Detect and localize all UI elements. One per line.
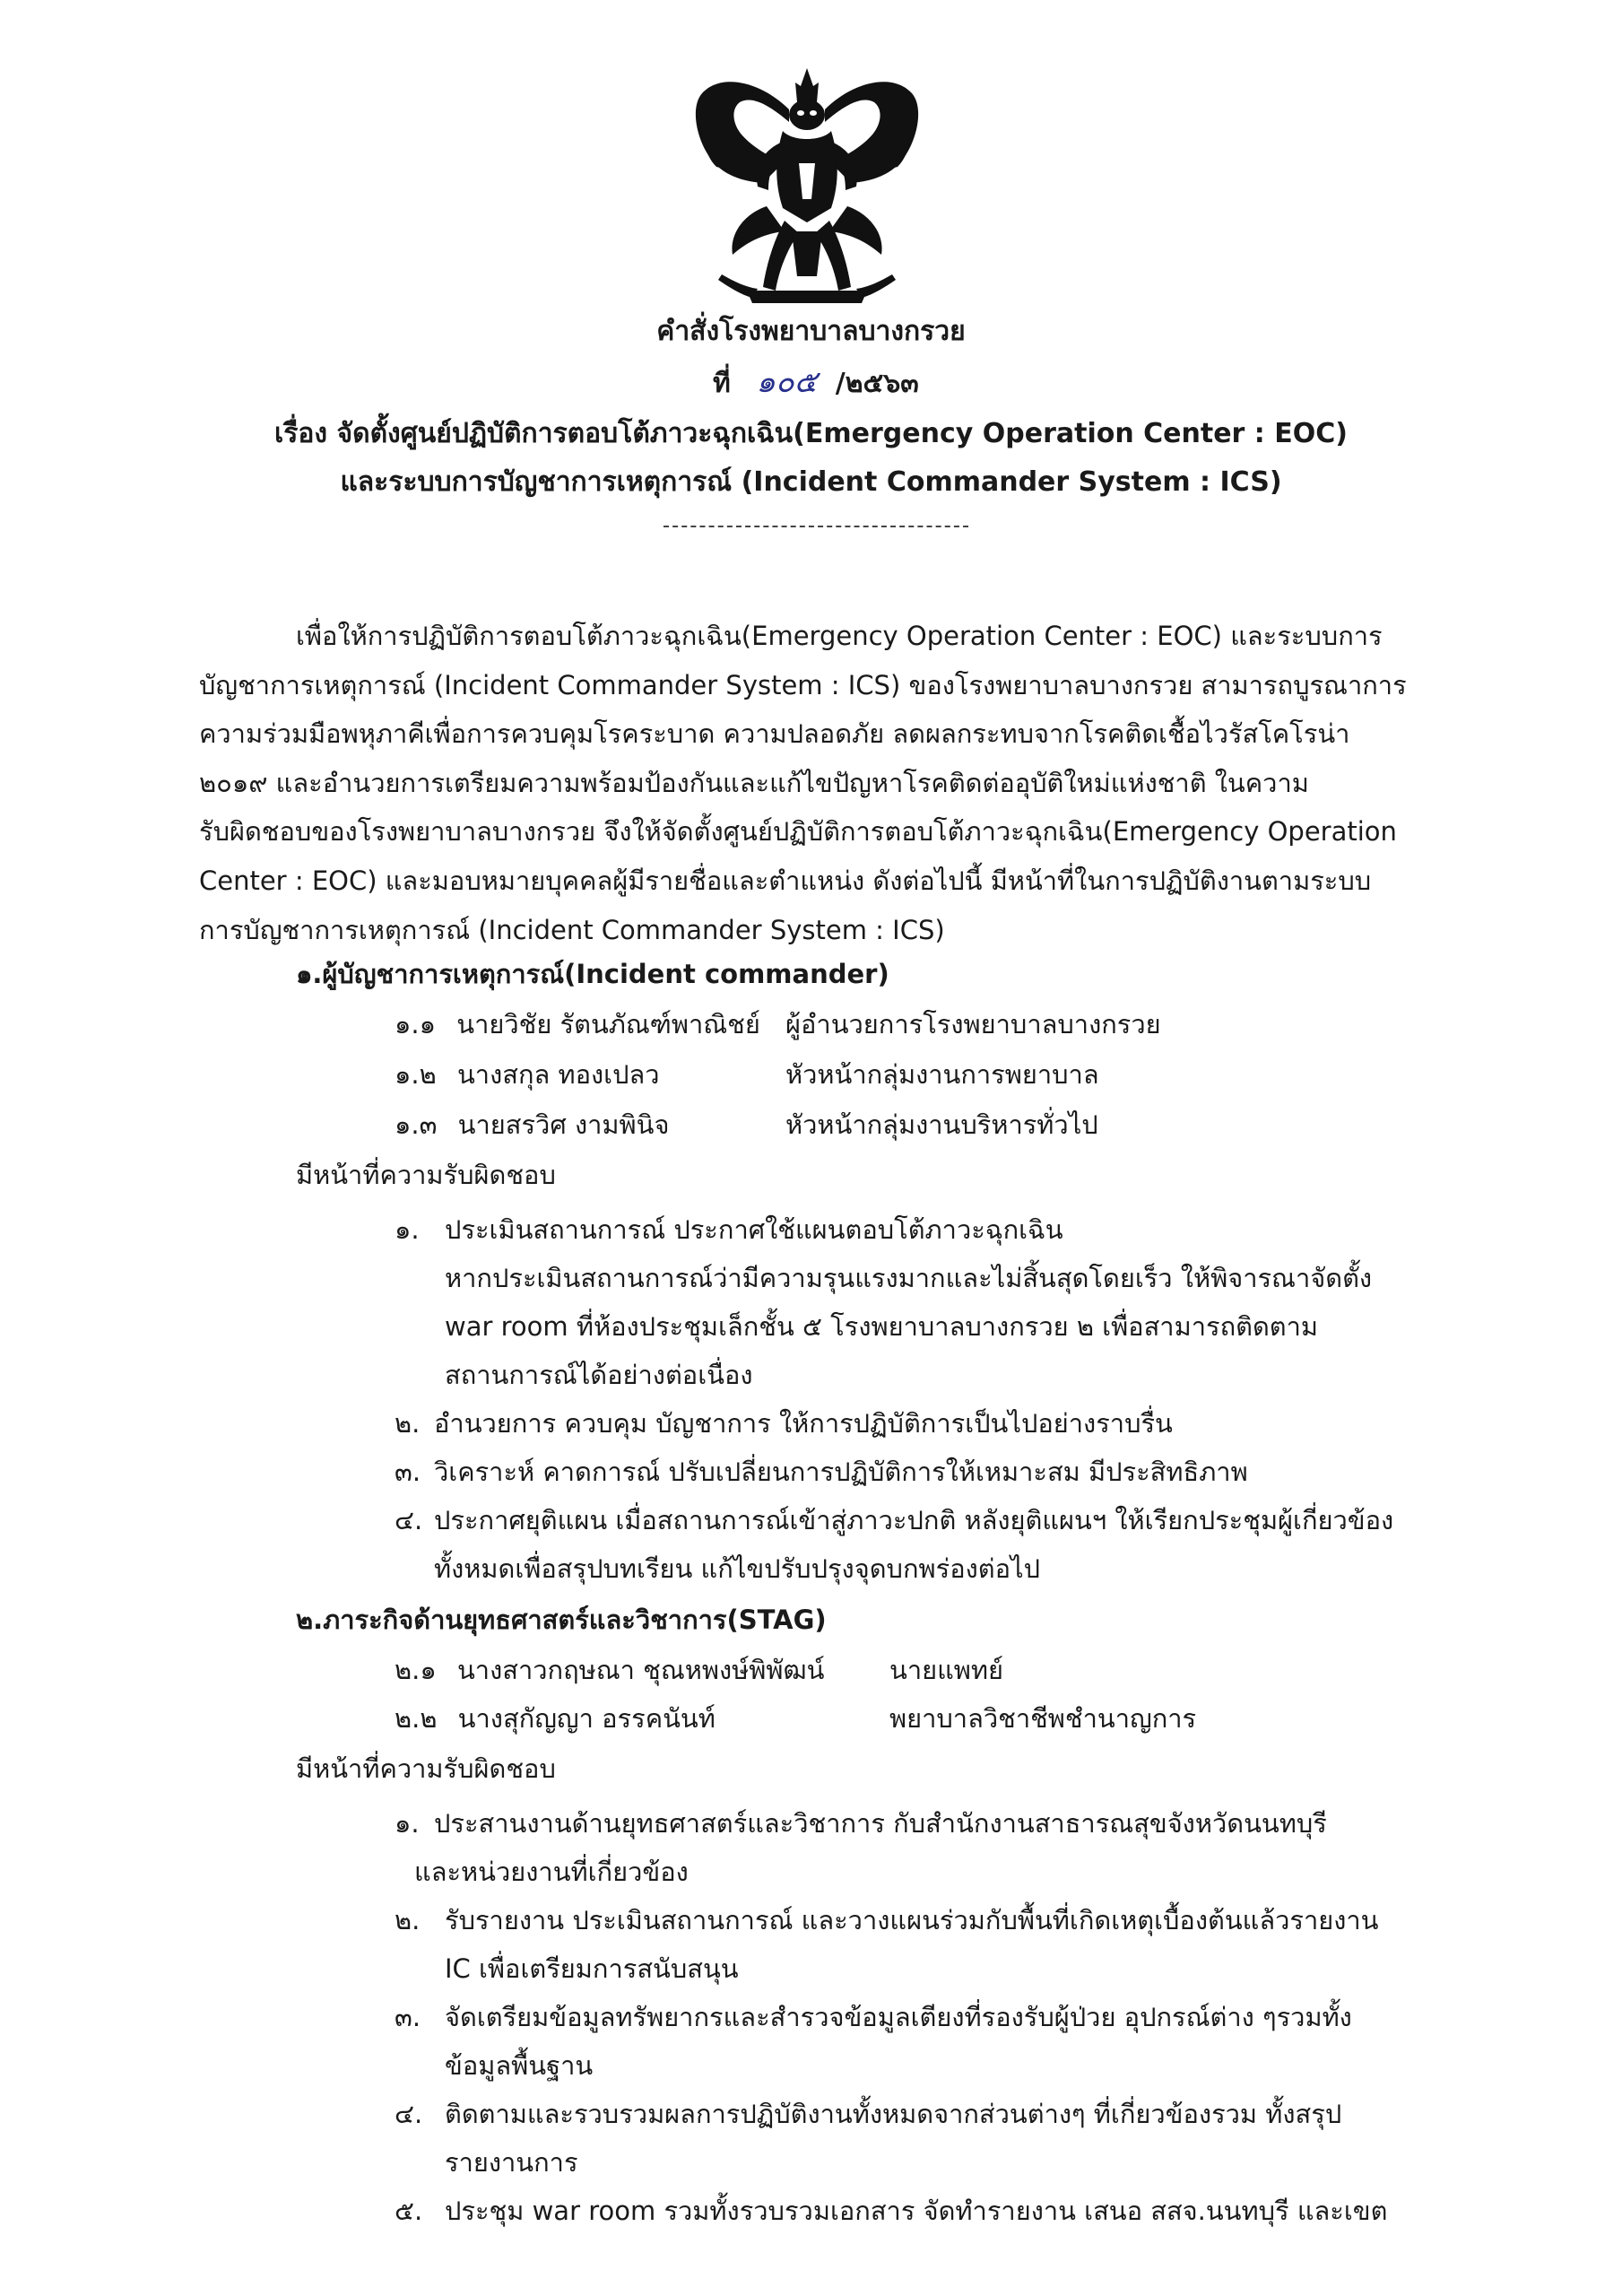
member-position: นายแพทย์ [889,1655,1004,1685]
duty-line: จัดเตรียมข้อมูลทรัพยากรและสำรวจข้อมูลเตียงที่รองรับผู้ป่วย อุปกรณ์ต่าง ๆรวมทั้ง [445,2002,1352,2032]
member-position: ผู้อำนวยการโรงพยาบาลบางกรวย [785,1009,1161,1039]
header-divider [664,526,968,527]
duty-item [395,2090,1444,2187]
duty-no: ๓. [395,1457,421,1487]
duty-line: war room ที่ห้องประชุมเล็กชั้น ๕ โรงพยาบาลบางกรวย ๒ เพื่อสามารถติดตาม [445,1311,1319,1342]
member-row [395,1654,1004,1686]
subject-line-1: เรื่อง จัดตั้งศูนย์ปฏิบัติการตอบโต้ภาวะฉุกเฉิน(Emergency Operation Center : EOC) [274,418,1348,449]
duty-no: ๑. [395,1214,420,1245]
duty-line: วิเคราะห์ คาดการณ์ ปรับเปลี่ยนการปฏิบัติการให้เหมาะสม มีประสิทธิภาพ [434,1457,1248,1487]
duty-line: และหน่วยงานที่เกี่ยวข้อง [414,1857,689,1887]
duty-no: ๔. [395,2099,423,2129]
duty-item [395,1496,1444,1593]
duty-line: ประสานงานด้านยุทธศาสตร์และวิชาการ กับสำนักงานสาธารณสุขจังหวัดนนทบุรี [434,1808,1327,1839]
order-number-handwritten: ๑๐๕ [756,364,818,400]
duty-no: ๔. [395,1505,423,1535]
duty-no: ๒. [395,1408,421,1439]
intro-line: รับผิดชอบของโรงพยาบาลบางกรวย จึงให้จัดตั้งศูนย์ปฏิบัติการตอบโต้ภาวะฉุกเฉิน(Emergency Operation [199,816,1397,848]
member-name: นายวิชัย รัตนภัณฑ์พาณิชย์ [456,1009,760,1039]
duty-line: อำนวยการ ควบคุม บัญชาการ ให้การปฏิบัติการเป็นไปอย่างราบรื่น [434,1408,1173,1439]
intro-paragraph [199,612,1447,954]
member-name: นางสาวกฤษณา ชุณหพงษ์พิพัฒน์ [456,1655,825,1685]
duty-line: รับรายงาน ประเมินสถานการณ์ และวางแผนร่วมกับพื้นที่เกิดเหตุเบื้องต้นแล้วรายงาน [445,1905,1379,1935]
duty-line: ทั้งหมดเพื่อสรุปบทเรียน แก้ไขปรับปรุงจุดบกพร่องต่อไป [434,1553,1041,1584]
duty-line: ประชุม war room รวมทั้งรวบรวมเอกสาร จัดทำรายงาน เสนอ สสจ.นนทบุรี และเขต [445,2196,1388,2226]
intro-line: บัญชาการเหตุการณ์ (Incident Commander System : ICS) ของโรงพยาบาลบางกรวย สามารถบูรณาการ [199,669,1407,700]
member-row [395,1702,1197,1735]
member-position: หัวหน้ากลุ่มงานการพยาบาล [785,1059,1099,1090]
member-no: ๒.๒ [395,1703,438,1734]
duty-line: ติดตามและรวบรวมผลการปฏิบัติงานทั้งหมดจากส่วนต่างๆ ที่เกี่ยวข้องรวม ทั้งสรุป [445,2099,1342,2129]
member-no: ๒.๑ [395,1655,437,1685]
intro-line: ความร่วมมือพหุภาคีเพื่อการควบคุมโรคระบาด ความปลอดภัย ลดผลกระทบจากโรคติดเชื้อไวรัสโคโรน่า [199,718,1350,750]
subject-line-2: และระบบการบัญชาการเหตุการณ์ (Incident Commander System : ICS) [340,466,1282,498]
duties-label: มีหน้าที่ความรับผิดชอบ [296,1160,556,1190]
member-row [395,1008,1161,1040]
section-2-title: ๒.ภาระกิจด้านยุทธศาสตร์และวิชาการ(STAG) [296,1605,827,1635]
duty-item [395,1399,1444,1448]
garuda-emblem-icon [677,56,937,316]
duty-item [395,1205,1444,1399]
order-number [713,357,919,405]
intro-line: Center : EOC) และมอบหมายบุคคลผู้มีรายชื่อและตำแหน่ง ดังต่อไปนี้ มีหน้าที่ในการปฏิบัติงานตามระบบ [199,865,1372,896]
duty-item [395,1799,1444,1896]
member-position: หัวหน้ากลุ่มงานบริหารทั่วไป [785,1109,1098,1140]
order-number-prefix: ที่ [713,368,731,399]
member-row [395,1058,1099,1091]
section-1-title: ๑.ผู้บัญชาการเหตุการณ์(Incident commander) [296,959,889,989]
duty-line: IC เพื่อเตรียมการสนับสนุน [445,1953,739,1984]
member-row [395,1109,1098,1141]
member-position: พยาบาลวิชาชีพชำนาญการ [889,1703,1197,1734]
member-name: นางสกุล ทองเปลว [456,1059,660,1090]
member-no: ๑.๑ [395,1009,437,1039]
duty-line: หากประเมินสถานการณ์ว่ามีความรุนแรงมากและไม่สิ้นสุดโดยเร็ว ให้พิจารณาจัดตั้ง [445,1263,1373,1293]
member-no: ๑.๒ [395,1059,437,1090]
duty-item [395,1993,1444,2090]
duty-line: ประเมินสถานการณ์ ประกาศใช้แผนตอบโต้ภาวะฉุกเฉิน [445,1214,1063,1245]
intro-line: การบัญชาการเหตุการณ์ (Incident Commander System : ICS) [199,914,945,945]
order-number-year: /๒๕๖๓ [835,368,919,399]
member-no: ๑.๓ [395,1109,438,1140]
duty-line: รายงานการ [445,2147,578,2178]
member-name: นางสุกัญญา อรรคนันท์ [457,1703,716,1734]
duty-line: ประกาศยุติแผน เมื่อสถานการณ์เข้าสู่ภาวะปกติ หลังยุติแผนฯ ให้เรียกประชุมผู้เกี่ยวข้อง [434,1505,1394,1535]
order-title: คำสั่งโรงพยาบาลบางกรวย [656,316,966,347]
duty-no: ๑. [395,1808,420,1839]
duty-line: สถานการณ์ได้อย่างต่อเนื่อง [445,1360,753,1390]
duty-line: ข้อมูลพื้นฐาน [445,2050,594,2081]
duties-label: มีหน้าที่ความรับผิดชอบ [296,1753,556,1784]
member-name: นายสรวิศ งามพินิจ [457,1109,670,1140]
intro-line: เพื่อให้การปฏิบัติการตอบโต้ภาวะฉุกเฉิน(Emergency Operation Center : EOC) และระบบการ [296,621,1383,651]
duty-no: ๕. [395,2196,423,2226]
duty-item [395,2187,1444,2235]
duty-no: ๓. [395,2002,421,2032]
duty-item [395,1448,1444,1496]
duty-no: ๒. [395,1905,421,1935]
duty-item [395,1896,1444,1993]
intro-line: ๒๐๑๙ และอำนวยการเตรียมความพร้อมป้องกันและแก้ไขปัญหาโรคติดต่ออุบัติใหม่แห่งชาติ ในความ [199,767,1309,798]
